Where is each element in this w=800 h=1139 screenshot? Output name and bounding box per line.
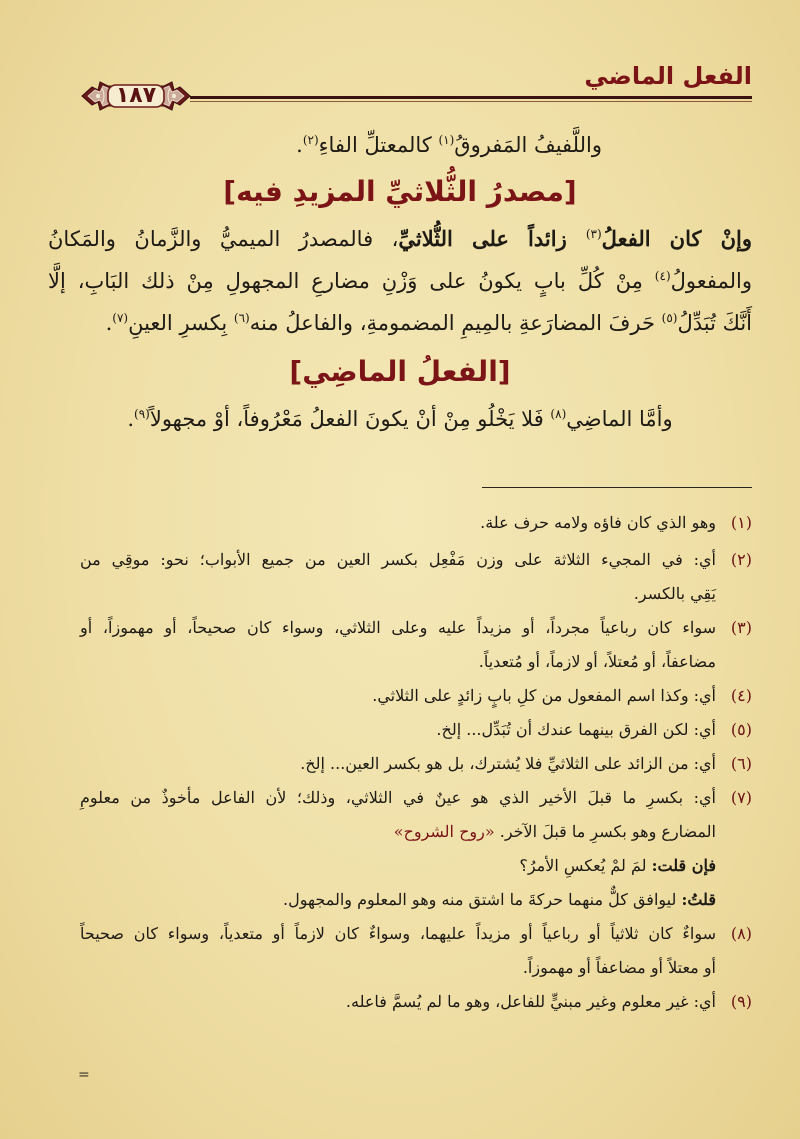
footnote-ref[interactable]: (٩) <box>134 407 150 421</box>
footnote-2 <box>80 543 752 611</box>
bold-text: زائداً على الثُّلاثيِّ <box>398 226 586 251</box>
footnote-text-span: المضارع وهو بكسرِ ما قبلَ الآخر. <box>499 822 716 841</box>
footnote-text: أي: في المجيء الثلاثة على وزن مَفْعِل بكسر العين من جميع الأبواب؛ نحو: موقِي من <box>80 550 716 569</box>
text-line <box>48 302 752 344</box>
footnote-text: أو معتلاً أو مضاعفاً أو مهموزاً. <box>522 958 716 977</box>
text-span: بِكسرِ العينِ <box>128 311 234 335</box>
header-rule <box>190 96 752 99</box>
text-span: . <box>296 133 303 157</box>
text-span: . <box>127 407 135 431</box>
section-heading: [مصدرُ الثُّلاثيِّ المزيدِ فيه] <box>223 175 577 208</box>
footnote-8 <box>80 917 752 985</box>
footnote-ref[interactable]: (٢) <box>302 133 319 147</box>
footnote-text: أي: بكسرِ ما قبلَ الأخير الذي هو عينٌ في الثلاثي، وذلك؛ لأن الفاعل مأخوذٌ من معلومِ <box>80 788 716 807</box>
footnote-ref[interactable]: (٣) <box>585 227 602 241</box>
footnote-text: أي: لكن الفرق بينهما عندك أن تُبَدِّل... إلخ. <box>436 720 716 739</box>
source-citation: «روح الشروح» <box>393 822 495 841</box>
question-label: فإن قلت: <box>651 856 716 875</box>
footnote-number: (٢) <box>730 550 752 569</box>
page-number: ١٨٧ <box>115 83 157 108</box>
bold-text: وإنْ كان الفعلُ <box>601 226 753 251</box>
footnote-text: أي: من الزائد على الثلاثيِّ فلا يُشترك، بل هو بكسر العين... إلخ. <box>300 754 716 773</box>
running-title: الفعل الماضي <box>584 62 752 90</box>
footnote-number: (٥) <box>730 720 752 739</box>
footnote-text: وهو الذي كان فاؤه ولامه حرف علة. <box>480 513 716 532</box>
footnote-5 <box>80 713 752 747</box>
answer-text: ليوافق كلٌّ منهما حركةَ ما اشتق منه وهو المعلوم والمجهول. <box>283 890 682 909</box>
footnote-ref[interactable]: (٤) <box>654 269 671 283</box>
text-line <box>48 218 752 260</box>
text-span: ، فالمصدرُ الميميُّ والزَّمانُ والمَكانُ <box>48 227 399 251</box>
section-heading: [الفعلُ الماضِي] <box>289 355 511 388</box>
footnote-number: (٦) <box>730 754 752 773</box>
footnote-number: (٤) <box>730 686 752 705</box>
footnote-1 <box>80 506 752 540</box>
footnote-number: (٨) <box>730 924 752 943</box>
footnote-text: أي: وكذا اسم المفعول من كلِ بابٍ زائدٍ على الثلاثي. <box>372 686 716 705</box>
text-span: فَلا يَخْلُو مِنْ أنْ يكونَ الفعلُ مَعْرُوفاً، أوْ مجهولاً <box>149 407 551 431</box>
text-line <box>48 398 752 440</box>
text-span: وأمَّا الماضِي <box>566 407 673 431</box>
footnote-number: (١) <box>730 513 752 532</box>
footnote-ref[interactable]: (٦) <box>233 311 250 325</box>
continuation-mark: = <box>78 1067 90 1083</box>
footnote-number: (٣) <box>730 618 752 637</box>
footnote-number: (٩) <box>730 992 752 1011</box>
footnote-text: مضاعفاً، أو مُعتلاً، أو لازماً، أو مُتعدياً. <box>478 652 716 671</box>
text-span: والمفعولُ <box>670 269 752 293</box>
text-span: حَرفَ المضارَعةِ بالمِيمِ المضمومةِ، والفاعلُ منه <box>249 311 662 335</box>
footnote-6 <box>80 747 752 781</box>
footnote-text: يَقِي بالكسر. <box>633 584 716 603</box>
footnote-text: سواء كان رباعياً مجرداً، أو مزيداً عليه وعلى الثلاثي، وسواء كان صحيحاً، أو مهموزاً، أو <box>80 618 716 637</box>
footnote-number: (٧) <box>730 788 752 807</box>
main-text <box>48 124 752 440</box>
footnotes <box>80 506 752 1019</box>
footnote-ref[interactable]: (٧) <box>112 311 129 325</box>
footnote-text: أي: غير معلوم وغير مبنيٍّ للفاعل، وهو ما لم يُسمَّ فاعله. <box>345 992 716 1011</box>
footnote-7-answer <box>80 883 752 917</box>
footnote-7 <box>80 781 752 849</box>
footnote-separator <box>482 487 752 488</box>
text-span: أَنَّكَ تُبَدِّلُ <box>677 311 752 335</box>
footnote-text: سواءٌ كان ثلاثياً أو رباعياً أو مزيداً عليهما، وسواءٌ كان لازماً أو متعدياً، وسواء كان صحيحاً <box>80 924 716 943</box>
footnote-text <box>80 815 716 849</box>
text-line <box>48 260 752 302</box>
text-span: مِنْ كُلِّ بابٍ يكونُ على وَزْنِ مضارعِ المجهولِ مِنْ ذلك البَابِ، إلَّا <box>48 269 655 293</box>
footnote-ref[interactable]: (٨) <box>550 407 567 421</box>
question-text: لمَ لمْ يُعكسِ الأمرُ؟ <box>519 856 652 875</box>
footnote-ref[interactable]: (٥) <box>661 311 678 325</box>
answer-label: قلتُ: <box>681 890 716 909</box>
text-line <box>48 124 752 166</box>
page-number-badge <box>78 76 194 116</box>
footnote-7-question <box>80 849 752 883</box>
footnote-9 <box>80 985 752 1019</box>
text-span: . <box>105 311 113 335</box>
footnote-4 <box>80 679 752 713</box>
text-span: كالمعتلِّ الفاءِ <box>318 133 439 157</box>
footnote-ref[interactable]: (١) <box>438 133 455 147</box>
text-span: واللَّفيفُ المَفروقُ <box>454 133 602 157</box>
footnote-3 <box>80 611 752 679</box>
